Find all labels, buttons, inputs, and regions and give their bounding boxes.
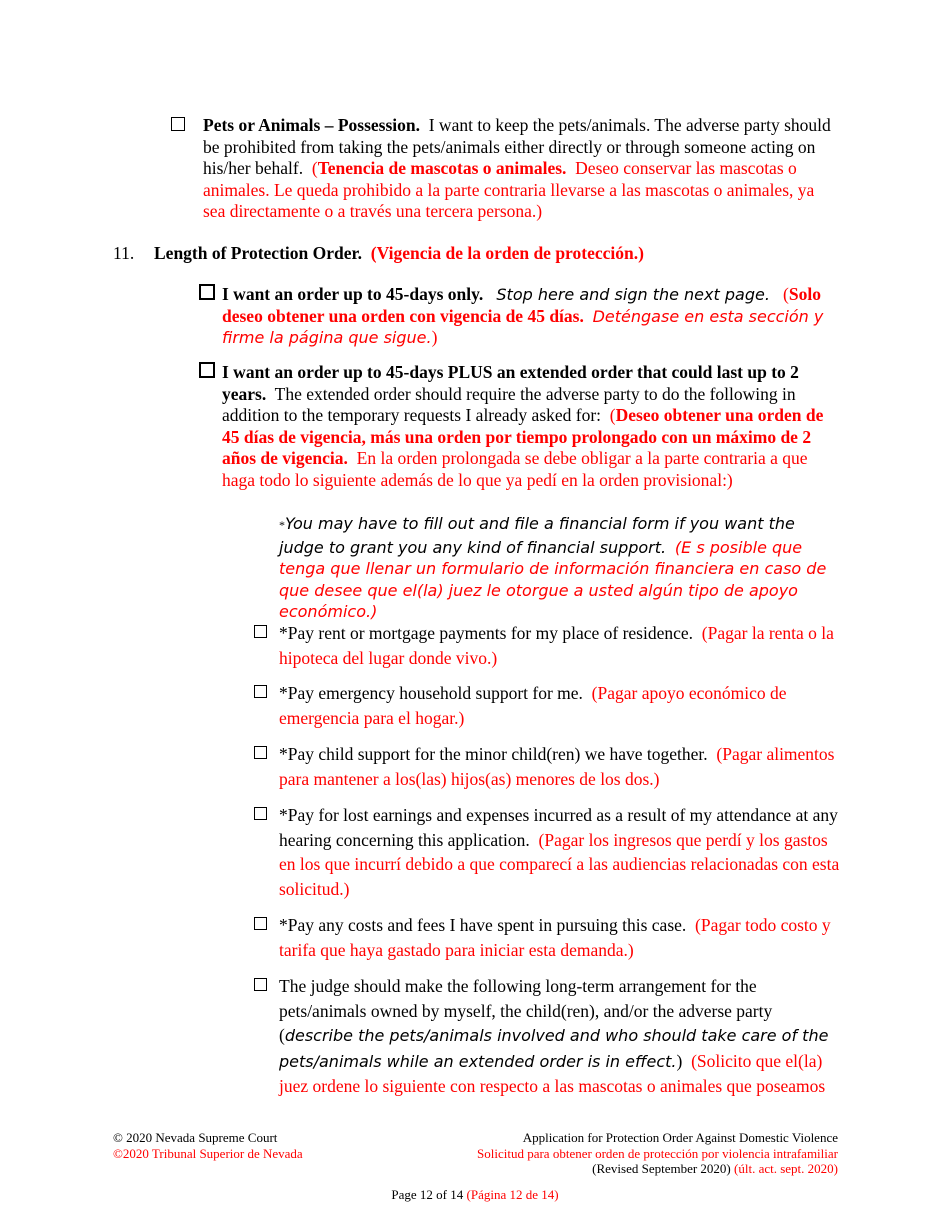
revised-es: (últ. act. sept. 2020)	[734, 1161, 838, 1176]
order-45-days-text: I want an order up to 45-days only. Stop here and sign the next page. (Solo deseo obtener una orden con vigencia de 45 días. Deténgase en esta sección y firme la página que sigue.)	[222, 284, 824, 347]
item-pets-arrangement-checkbox[interactable]	[254, 978, 267, 991]
page-number	[0, 1187, 950, 1203]
item-costs-fees-checkbox[interactable]	[254, 917, 267, 930]
pets-possession-text: Pets or Animals – Possession. I want to keep the pets/animals. The adverse party should be prohibited from taking the pets/animals either directly or through someone acting on his/her behalf. (Tenencia de mascotas o animales. Deseo conservar las mascotas o animales. Le queda prohibido a la parte contraria llevarse a las mascotas o animales, ya sea directamente o a través una tercera persona.)	[203, 115, 831, 221]
order-extended-label-es: Deseo obtener una orden de 45 días de vigencia, más una orden por tiempo prolongado con un máximo de 2 años de vigencia.	[222, 405, 824, 468]
order-extended-desc: The extended order should require the adverse party to do the following in addition to the temporary requests I already asked for:	[222, 383, 796, 425]
order-45-days-instruction-es: Deténgase en esta sección y firme la página que sigue.	[222, 306, 824, 347]
item-rent-checkbox[interactable]	[254, 625, 267, 638]
pets-possession-desc: I want to keep the pets/animals. The adverse party should be prohibited from taking the pets/animals either directly or through someone acting on his/her behalf.	[203, 115, 831, 178]
pets-arrangement-instruction: describe the pets/animals involved and who should take care of the pets/animals while an extended order is in effect.	[279, 1026, 829, 1071]
order-extended-checkbox[interactable]	[199, 362, 215, 378]
section-11-heading	[113, 243, 853, 265]
item-household-support-checkbox[interactable]	[254, 685, 267, 698]
order-45-days-label: I want an order up to 45-days only.	[222, 284, 484, 304]
item-lost-earnings: *Pay for lost earnings and expenses incurred as a result of my attendance at any hearing concerning this application. (Pagar los ingresos que perdí y los gastos en los que incurrí debido a que comparecí a las audiencias relacionadas con esta solicitud.)	[279, 805, 840, 899]
pets-possession-checkbox[interactable]	[171, 117, 185, 131]
section-number: 11.	[113, 243, 135, 263]
financial-note: *You may have to fill out and file a financial form if you want the judge to grant you any kind of financial support. (E s posible que tenga que llenar un formulario de información financiera en caso de que desee que el(la) juez le otorgue a usted algún tipo de apoyo económico.)	[279, 514, 827, 621]
footer-left	[113, 1130, 303, 1161]
page-number-en: Page 12 of 14	[391, 1187, 464, 1202]
item-household-support: *Pay emergency household support for me. (Pagar apoyo económico de emergencia para el hogar.)	[279, 683, 787, 728]
item-costs-fees: *Pay any costs and fees I have spent in pursuing this case. (Pagar todo costo y tarifa que haya gastado para iniciar esta demanda.)	[279, 915, 831, 960]
form-title-es: Solicitud para obtener orden de protección por violencia intrafamiliar	[477, 1145, 838, 1161]
pets-possession-title: Pets or Animals – Possession.	[203, 115, 420, 135]
item-lost-earnings-checkbox[interactable]	[254, 807, 267, 820]
pets-possession-title-es: Tenencia de mascotas o animales.	[317, 158, 567, 178]
revised-en: (Revised September 2020)	[592, 1161, 731, 1176]
section-title: Length of Protection Order.	[154, 243, 363, 263]
order-45-days-instruction: Stop here and sign the next page.	[496, 285, 770, 304]
item-rent: *Pay rent or mortgage payments for my place of residence. (Pagar la renta o la hipoteca del lugar donde vivo.)	[279, 623, 834, 668]
financial-note-es: (E s posible que tenga que llenar un formulario de información financiera en caso de que desee que el(la) juez le otorgue a usted algún tipo de apoyo económico.)	[279, 537, 827, 621]
order-extended-desc-es: En la orden prolongada se debe obligar a la parte contraria a que haga todo lo siguiente además de lo que ya pedí en la orden provisional:)	[222, 448, 808, 490]
pets-possession-desc-es: Deseo conservar las mascotas o animales. Le queda prohibido a la parte contraria llevarse a las mascotas o animales, ya sea directamente o a través una tercera persona.)	[203, 158, 815, 221]
item-child-support-checkbox[interactable]	[254, 746, 267, 759]
footer-right	[477, 1130, 838, 1177]
item-pets-arrangement: The judge should make the following long-term arrangement for the pets/animals owned by myself, the child(ren), and/or the adverse party (describe the pets/animals involved and who should take care of the pets/animals while an extended order is in effect.) (Solicito que el(la) juez ordene lo siguiente con respecto a las mascotas o animales que poseamos	[279, 976, 829, 1096]
order-45-days-label-es: Solo deseo obtener una orden con vigencia de 45 días.	[222, 284, 821, 326]
section-title-es: (Vigencia de la orden de protección.)	[370, 243, 644, 263]
financial-note-en: You may have to fill out and file a financial form if you want the judge to grant you any kind of financial support.	[279, 514, 795, 557]
page-number-es: (Página 12 de 14)	[466, 1187, 559, 1202]
copyright-es: ©2020 Tribunal Superior de Nevada	[113, 1145, 303, 1161]
item-child-support: *Pay child support for the minor child(ren) we have together. (Pagar alimentos para mantener a los(las) hijos(as) menores de los dos.)	[279, 744, 835, 789]
copyright-en: © 2020 Nevada Supreme Court	[113, 1130, 278, 1145]
order-45-days-checkbox[interactable]	[199, 284, 215, 300]
order-extended-text: I want an order up to 45-days PLUS an extended order that could last up to 2 years. The extended order should require the adverse party to do the following in addition to the temporary requests I already asked for: (Deseo obtener una orden de 45 días de vigencia, más una orden por tiempo prolongado con un máximo de 2 años de vigencia. En la orden prolongada se debe obligar a la parte contraria a que haga todo lo siguiente además de lo que ya pedí en la orden provisional:)	[222, 362, 824, 490]
form-title-en: Application for Protection Order Against Domestic Violence	[522, 1130, 838, 1145]
order-extended-label: I want an order up to 45-days PLUS an extended order that could last up to 2 years.	[222, 362, 799, 404]
